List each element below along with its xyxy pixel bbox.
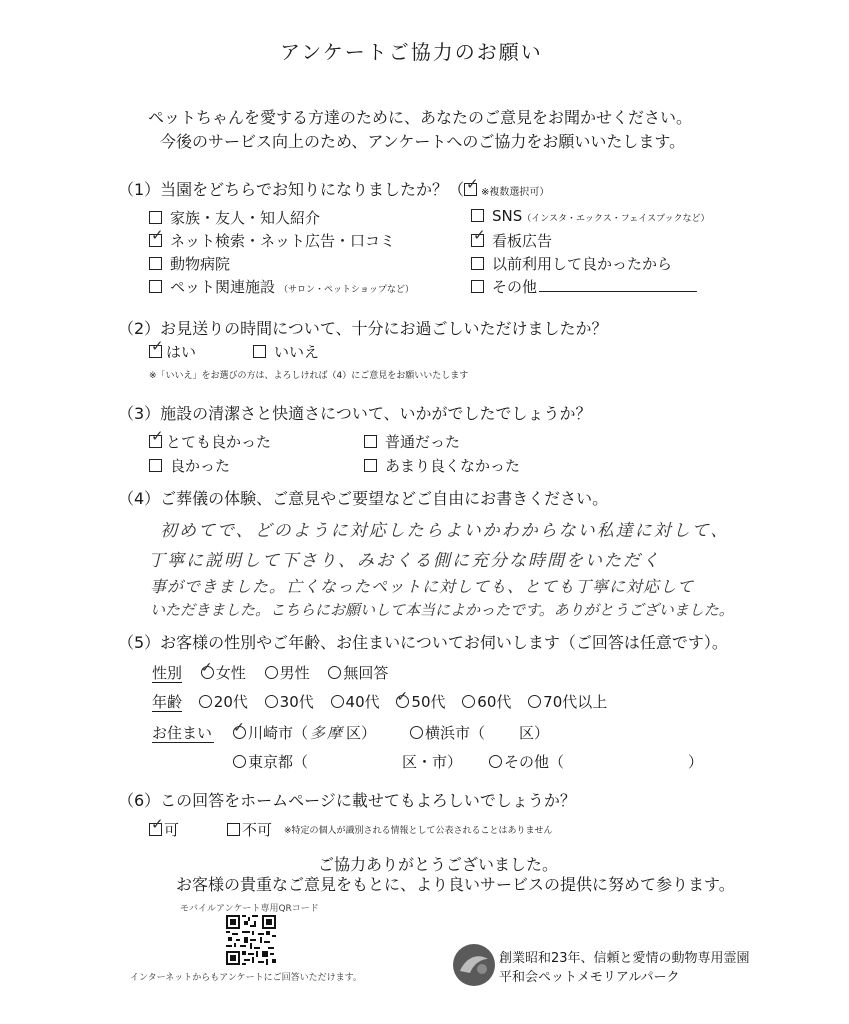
check-mark: ✓ <box>151 815 164 833</box>
residence-yokohama[interactable] <box>410 722 549 743</box>
checkbox[interactable] <box>471 257 484 270</box>
qr-note: インターネットからもアンケートにご回答いただけます。 <box>130 973 362 983</box>
radio[interactable] <box>410 726 423 739</box>
checkbox[interactable] <box>364 459 377 472</box>
checkbox[interactable] <box>471 280 484 293</box>
option-label-end: 区） <box>519 724 550 742</box>
check-mark: ✓ <box>473 226 486 244</box>
q3-option-normal[interactable] <box>364 431 460 452</box>
checkbox-checked[interactable] <box>149 337 164 358</box>
option-label: 動物病院 <box>170 255 231 273</box>
age-20s[interactable] <box>199 693 248 711</box>
question-3-label: （3）施設の清潔さと快適さについて、いかがでしたでしょうか？ <box>118 404 592 423</box>
option-label: 女性 <box>215 664 246 682</box>
check-mark: ✓ <box>151 337 164 355</box>
question-1-label <box>118 177 549 200</box>
q1-option-sign[interactable] <box>471 226 553 251</box>
check-mark: ✓ <box>151 226 164 244</box>
q1-option-other[interactable] <box>471 276 697 297</box>
option-label: ペット関連施設 <box>170 278 276 296</box>
thanks-line-1: ご協力ありがとうございました。 <box>318 855 559 874</box>
option-label: 無回答 <box>343 664 389 682</box>
option-label: ネット検索・ネット広告・口コミ <box>170 232 396 250</box>
option-label: その他（ <box>504 753 565 771</box>
handwritten-ward: 多摩 <box>310 724 345 742</box>
option-label: 70代以上 <box>543 693 608 711</box>
handwritten-answer-line-3: 事ができました。亡くなったペットに対しても、とても丁寧に対応して <box>150 577 695 596</box>
age-40s[interactable] <box>331 693 380 711</box>
option-label: 20代 <box>213 693 248 711</box>
option-label: 東京都（ <box>248 753 309 771</box>
option-label: いいえ <box>274 343 320 361</box>
option-label: 以前利用して良かったから <box>492 255 673 273</box>
age-30s[interactable] <box>265 693 314 711</box>
intro-line-1: ペットちゃんを愛する方達のために、あなたのご意見をお聞かせください。 <box>148 108 693 127</box>
residence-label-underline <box>152 742 214 743</box>
radio[interactable] <box>265 695 278 708</box>
age-50s[interactable] <box>396 689 446 711</box>
other-blank-line[interactable] <box>539 277 697 292</box>
checkbox[interactable] <box>149 211 162 224</box>
check-mark: ✓ <box>151 427 164 445</box>
check-mark: ✓ <box>233 720 245 736</box>
residence-other[interactable] <box>489 751 703 772</box>
q3-option-very-good[interactable] <box>149 427 272 452</box>
age-60s[interactable] <box>462 693 511 711</box>
check-mark: ✓ <box>200 660 213 676</box>
q2-option-yes[interactable] <box>149 337 197 362</box>
option-label-end: 区） <box>346 724 377 742</box>
q3-option-good[interactable] <box>149 455 230 476</box>
question-2-label: （2）お見送りの時間について、十分にお過ごしいただけましたか？ <box>118 319 608 338</box>
checkbox[interactable] <box>253 345 266 358</box>
q6-note: ※特定の個人が識別される情報として公表されることはありません <box>284 826 553 836</box>
radio[interactable] <box>328 666 341 679</box>
footer-line-1: 創業昭和23年、信頼と愛情の動物専用霊園 <box>499 951 750 966</box>
option-note: （サロン・ペットショップなど） <box>279 285 414 295</box>
option-label: あまり良くなかった <box>385 457 521 475</box>
checkbox[interactable] <box>149 459 162 472</box>
handwritten-answer-line-2: 丁寧に説明して下さり、みおくる側に充分な時間をいただく <box>148 551 661 571</box>
q1-option-sns[interactable] <box>471 207 710 225</box>
question-6-label: （6）この回答をホームページに載せてもよろしいでしょうか？ <box>118 791 576 810</box>
residence-tokyo[interactable] <box>233 751 462 772</box>
option-label: 横浜市（ <box>425 724 486 742</box>
multi-select-note: ※複数選択可） <box>481 187 550 198</box>
gender-label: 性別 <box>152 664 183 682</box>
option-label: 30代 <box>279 693 314 711</box>
option-label: 家族・友人・知人紹介 <box>170 209 321 227</box>
option-label: その他 <box>492 278 538 296</box>
q6-option-ok[interactable] <box>149 815 180 840</box>
option-note: （インスタ・エックス・フェイスブックなど） <box>522 214 710 224</box>
checkbox-checked[interactable] <box>149 427 164 448</box>
option-label: はい <box>166 343 197 361</box>
option-label: 普通だった <box>385 433 461 451</box>
gender-no-answer[interactable] <box>328 664 388 682</box>
option-label: 良かった <box>170 457 231 475</box>
q1-option-vet[interactable] <box>149 253 230 274</box>
qr-caption: モバイルアンケート専用QRコード <box>180 904 319 914</box>
q2-note: ※「いいえ」をお選びの方は、よろしければ（4）にご意見をお願いいたします <box>149 371 469 381</box>
option-label: 60代 <box>477 693 512 711</box>
q6-option-ng[interactable] <box>227 819 272 840</box>
option-label: 看板広告 <box>492 232 553 250</box>
q2-option-no[interactable] <box>253 341 319 362</box>
option-label: 男性 <box>279 664 310 682</box>
radio[interactable] <box>199 695 212 708</box>
option-label: 40代 <box>345 693 380 711</box>
option-label: 不可 <box>242 821 273 839</box>
option-label: とても良かった <box>166 433 272 451</box>
check-mark: ✓ <box>396 689 409 705</box>
residence-label: お住まい <box>152 724 213 742</box>
radio[interactable] <box>265 666 278 679</box>
radio[interactable] <box>528 695 541 708</box>
option-label: SNS <box>492 207 523 225</box>
q3-option-not-good[interactable] <box>364 455 520 476</box>
q1-option-family[interactable] <box>149 207 320 228</box>
multi-select-checkbox <box>464 175 479 196</box>
radio[interactable] <box>462 695 475 708</box>
question-5-label: （5）お客様の性別やご年齢、お住まいについてお伺いします（ご回答は任意です）。 <box>118 633 728 652</box>
q1-option-pet[interactable] <box>149 276 414 297</box>
radio-checked[interactable] <box>200 660 214 679</box>
question-4-label: （4）ご葬儀の体験、ご意見やご要望などご自由にお書きください。 <box>118 489 609 508</box>
check-mark: ✓ <box>466 175 479 193</box>
age-label: 年齢 <box>152 693 183 711</box>
gender-male[interactable] <box>265 664 310 682</box>
checkbox-checked[interactable] <box>149 815 164 836</box>
option-label-end: 区・市） <box>402 753 463 771</box>
intro-line-2: 今後のサービス向上のため、アンケートへのご協力をお願いいたします。 <box>160 132 686 151</box>
radio-checked[interactable] <box>233 720 246 739</box>
thanks-line-2: お客様の貴重なご意見をもとに、より良いサービスの提供に努めて参ります。 <box>176 875 735 894</box>
question-1-text: （1）当園をどちらでお知りになりましたか？（ <box>118 180 465 199</box>
checkbox[interactable] <box>149 257 162 270</box>
residence-kawasaki[interactable] <box>233 722 376 743</box>
qr-code-icon[interactable] <box>226 915 276 965</box>
radio[interactable] <box>489 755 502 768</box>
checkbox[interactable] <box>149 280 162 293</box>
footer-line-2: 平和会ペットメモリアルパーク <box>499 970 680 985</box>
age-row <box>152 691 607 712</box>
q1-option-previous[interactable] <box>471 253 672 274</box>
gender-row <box>152 662 388 683</box>
option-label: 50代 <box>411 693 446 711</box>
q1-option-net[interactable] <box>149 226 396 251</box>
checkbox-checked[interactable] <box>149 226 164 247</box>
page-title: アンケートご協力のお願い <box>280 40 543 64</box>
option-label: 川崎市（ <box>248 724 309 742</box>
radio[interactable] <box>331 695 344 708</box>
checkbox[interactable] <box>227 823 240 836</box>
checkbox[interactable] <box>471 209 484 222</box>
handwritten-answer-line-1: 初めてで、どのように対応したらよいかわからない私達に対して、 <box>160 521 730 541</box>
handwritten-answer-line-4: いただきました。こちらにお願いして本当によかったです。ありがとうございました。 <box>150 601 734 619</box>
age-70s-plus[interactable] <box>528 693 607 711</box>
park-logo-icon <box>452 943 496 987</box>
option-label: 可 <box>164 821 180 839</box>
option-label-end: ） <box>688 753 704 771</box>
radio-checked[interactable] <box>396 689 409 708</box>
checkbox-checked[interactable] <box>471 226 486 247</box>
gender-female[interactable] <box>200 660 246 682</box>
radio[interactable] <box>233 755 246 768</box>
checkbox[interactable] <box>364 435 377 448</box>
